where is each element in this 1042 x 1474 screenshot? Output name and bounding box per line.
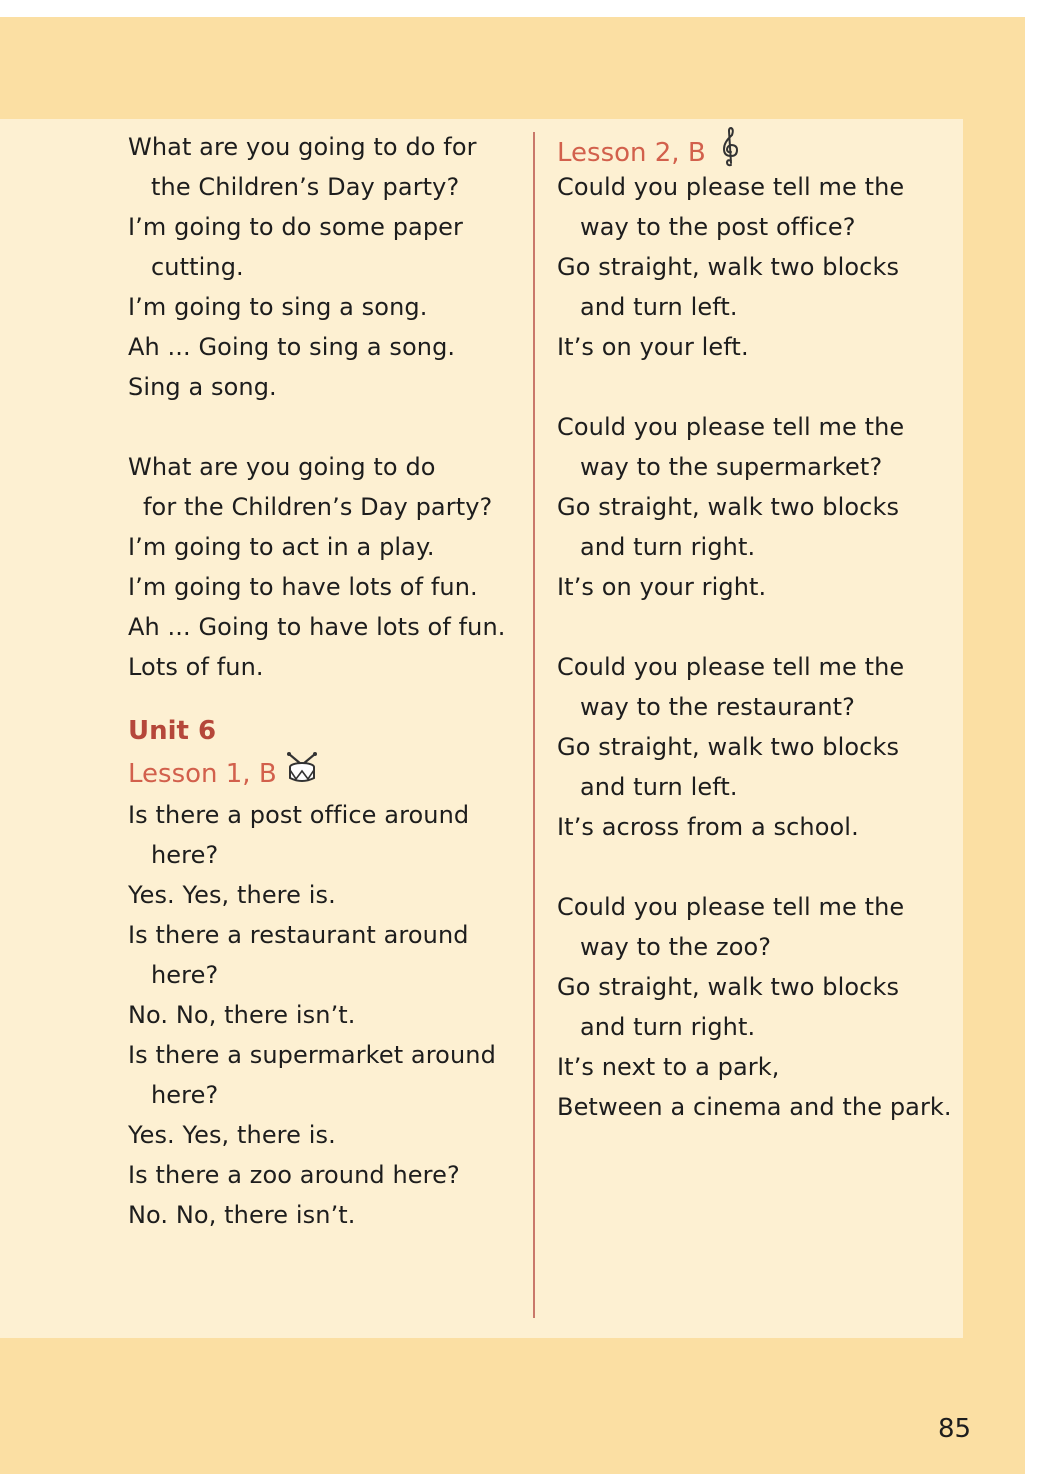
lesson-1-title: Lesson 1, B xyxy=(128,759,277,789)
text-line: Ah ... Going to sing a song. xyxy=(128,333,456,361)
text-line: It’s across from a school. xyxy=(557,813,859,841)
verse-gap xyxy=(557,367,957,407)
text-line: Sing a song. xyxy=(128,373,277,401)
text-line: and turn right. xyxy=(580,1013,756,1041)
lesson-2-verses xyxy=(557,167,957,1127)
song-verse-2 xyxy=(128,447,528,687)
text-line: It’s on your right. xyxy=(557,573,767,601)
page-number: 85 xyxy=(938,1414,972,1444)
song-verse xyxy=(557,407,957,607)
text-line: here? xyxy=(151,961,219,989)
text-line: Lots of fun. xyxy=(128,653,264,681)
text-line: Go straight, walk two blocks xyxy=(557,493,900,521)
verse-gap xyxy=(128,687,528,709)
verse-gap xyxy=(557,847,957,887)
text-line: I’m going to do some paper xyxy=(128,213,464,241)
text-line: Could you please tell me the xyxy=(557,893,905,921)
song-verse-1 xyxy=(128,127,528,407)
text-line: Is there a zoo around here? xyxy=(128,1161,460,1189)
text-line: Is there a post office around xyxy=(128,801,470,829)
text-line: It’s next to a park, xyxy=(557,1053,780,1081)
text-line: No. No, there isn’t. xyxy=(128,1201,356,1229)
text-line: Could you please tell me the xyxy=(557,413,905,441)
text-line: cutting. xyxy=(151,253,244,281)
text-line: I’m going to act in a play. xyxy=(128,533,435,561)
text-line: way to the zoo? xyxy=(580,933,772,961)
text-line: and turn left. xyxy=(580,293,738,321)
text-line: Go straight, walk two blocks xyxy=(557,973,900,1001)
text-line: way to the supermarket? xyxy=(580,453,883,481)
text-line: Go straight, walk two blocks xyxy=(557,253,900,281)
column-divider xyxy=(533,132,535,1318)
drum-icon xyxy=(285,752,319,797)
text-line: Could you please tell me the xyxy=(557,653,905,681)
left-column xyxy=(128,127,528,1235)
text-line: and turn left. xyxy=(580,773,738,801)
verse-gap xyxy=(557,607,957,647)
text-line: Could you please tell me the xyxy=(557,173,905,201)
song-verse xyxy=(557,647,957,847)
lesson-1-lines xyxy=(128,795,528,1235)
text-line: here? xyxy=(151,1081,219,1109)
text-line: What are you going to do for xyxy=(128,133,477,161)
text-line: way to the restaurant? xyxy=(580,693,855,721)
right-column xyxy=(557,127,957,1127)
song-verse xyxy=(557,167,957,367)
text-line: I’m going to sing a song. xyxy=(128,293,428,321)
text-line: and turn right. xyxy=(580,533,756,561)
text-line: I’m going to have lots of fun. xyxy=(128,573,478,601)
text-line: No. No, there isn’t. xyxy=(128,1001,356,1029)
text-line: Is there a restaurant around xyxy=(128,921,469,949)
song-verse xyxy=(557,887,957,1127)
unit-heading: Unit 6 xyxy=(128,716,217,746)
text-line: Yes. Yes, there is. xyxy=(128,1121,336,1149)
text-line: Ah ... Going to have lots of fun. xyxy=(128,613,506,641)
text-line: the Children’s Day party? xyxy=(151,173,460,201)
text-line: Is there a supermarket around xyxy=(128,1041,496,1069)
lesson-2-title: Lesson 2, B xyxy=(557,138,706,168)
text-line: for the Children’s Day party? xyxy=(143,493,493,521)
text-line: way to the post office? xyxy=(580,213,856,241)
text-line: What are you going to do xyxy=(128,453,436,481)
lesson-1-heading xyxy=(128,753,528,795)
text-line: Yes. Yes, there is. xyxy=(128,881,336,909)
text-line: here? xyxy=(151,841,219,869)
text-line: Between a cinema and the park. xyxy=(557,1093,952,1121)
text-line: It’s on your left. xyxy=(557,333,749,361)
text-line: Go straight, walk two blocks xyxy=(557,733,900,761)
verse-gap xyxy=(128,407,528,447)
